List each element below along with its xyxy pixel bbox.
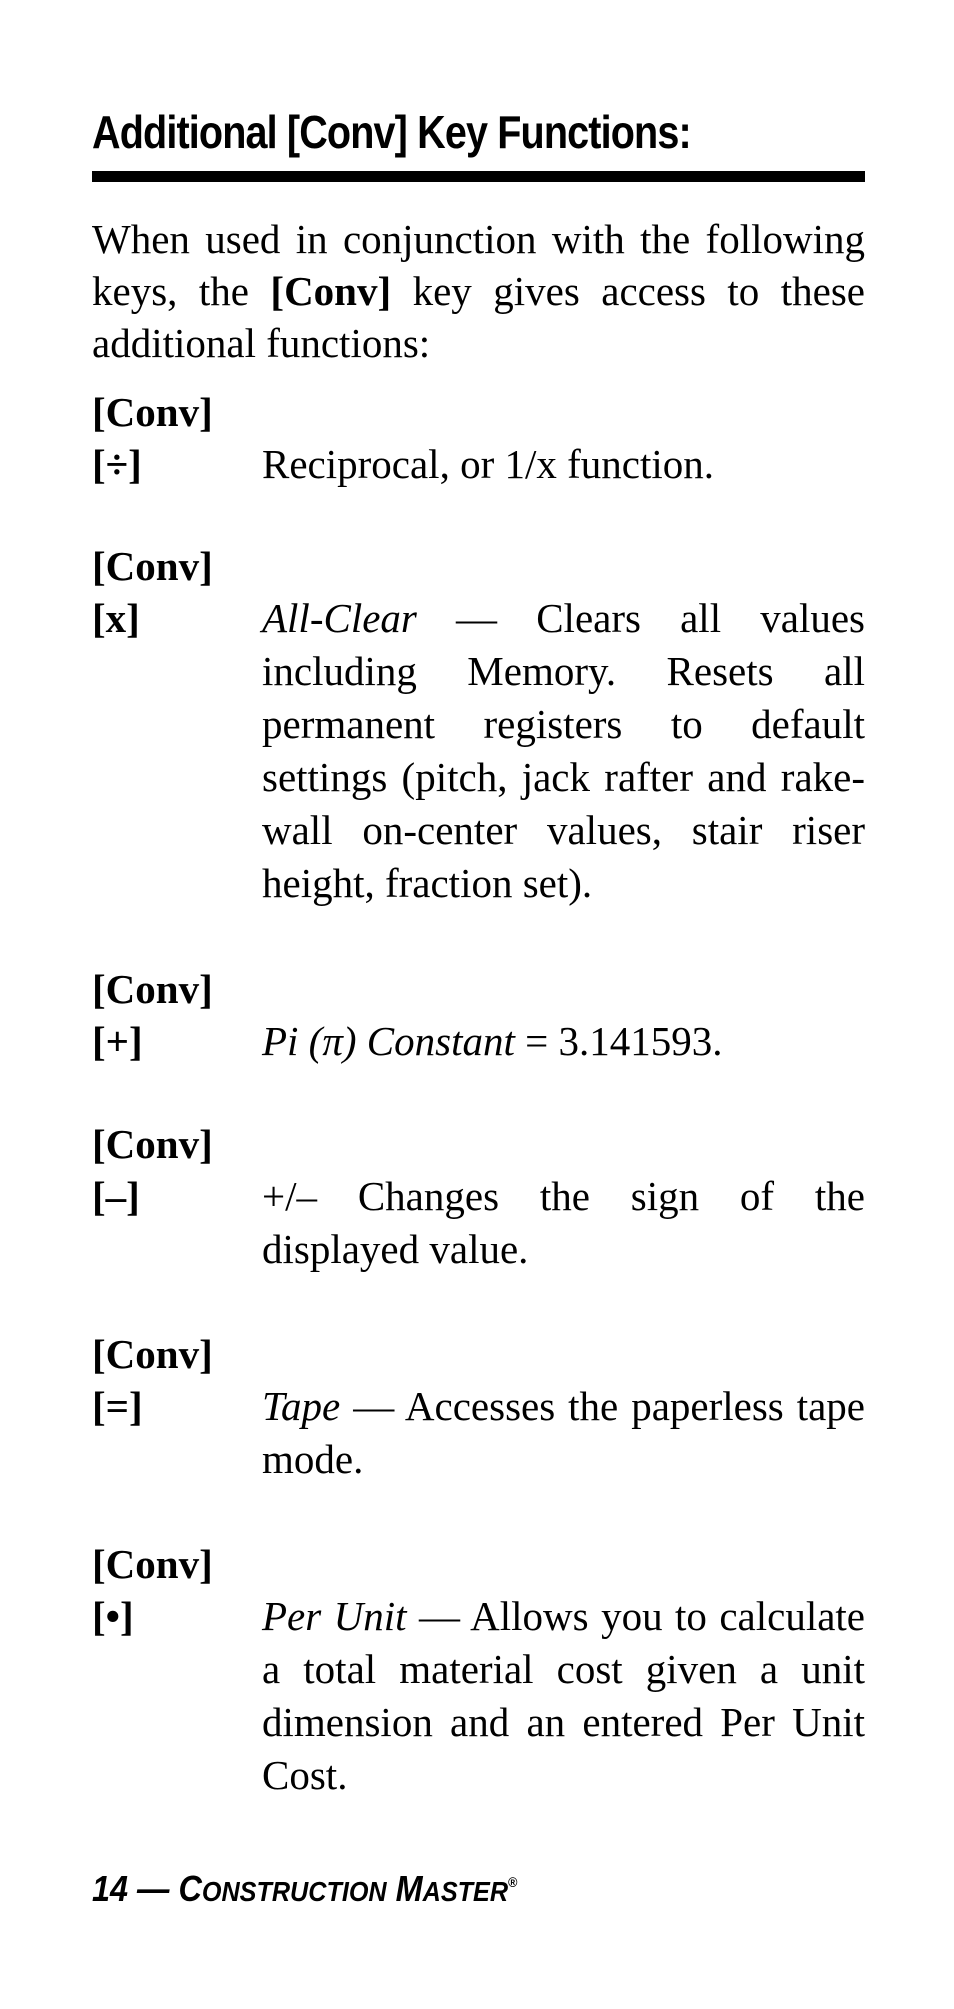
brand-word-construction: ONSTRUCTION (201, 1876, 387, 1907)
function-text: — Accesses the paperless tape mode. (262, 1383, 865, 1482)
key-label: [•] (92, 1593, 134, 1639)
function-description (262, 1170, 865, 1276)
function-term: Tape (262, 1383, 341, 1429)
function-text: Reciprocal, or 1/x function. (262, 441, 715, 487)
page-number: 14 — (92, 1868, 179, 1909)
function-entry-per-unit (92, 1538, 865, 1802)
brand-letter-c: C (178, 1868, 202, 1909)
function-term: Per Unit (262, 1593, 407, 1639)
key-label: [x] (92, 595, 140, 641)
key-label: [=] (92, 1383, 143, 1429)
brand-word-master: ASTER (422, 1876, 509, 1907)
function-term: Pi (π) Constant (262, 1018, 515, 1064)
function-text: — Allows you to calculate a total material cost given a unit dimension and an entered Per Unit Cost. (262, 1593, 866, 1798)
function-term: All-Clear (262, 595, 417, 641)
function-text: = 3.141593. (514, 1018, 723, 1064)
registered-mark: ® (508, 1874, 518, 1890)
function-entry-tape (92, 1328, 865, 1486)
intro-paragraph (92, 213, 865, 369)
function-text: +/– Changes the sign of the displayed value. (262, 1173, 865, 1272)
conv-key-label: [Conv] (92, 1121, 213, 1167)
key-label: [÷] (92, 441, 142, 487)
function-entry-sign (92, 1118, 865, 1276)
key-label: [+] (92, 1018, 143, 1064)
function-entry-reciprocal (92, 386, 865, 491)
conv-key-label: [Conv] (92, 1541, 213, 1587)
conv-key-label: [Conv] (92, 966, 213, 1012)
brand-letter-m: M (395, 1868, 423, 1909)
intro-conv-key: [Conv] (270, 268, 392, 314)
conv-key-label: [Conv] (92, 543, 213, 589)
key-label: [–] (92, 1173, 140, 1219)
page-footer (92, 1860, 517, 1914)
heading-rule (92, 171, 865, 182)
function-description (262, 438, 865, 491)
intro-text-end: key gives access to these additional functions: (92, 268, 866, 366)
function-description (262, 1015, 865, 1068)
function-entry-all-clear (92, 540, 865, 910)
function-description (262, 592, 865, 910)
page-heading: Additional [Conv] Key Functions: (92, 106, 691, 158)
function-text: — Clears all values including Memory. Resets all permanent registers to default settings (pitch, jack rafter and rake-wall on-center values, stair riser height, fraction set). (262, 595, 865, 906)
function-entry-pi (92, 963, 865, 1068)
intro-text-start: When used in conjunction with the following keys, the (92, 216, 865, 314)
conv-key-label: [Conv] (92, 1331, 213, 1377)
function-description (262, 1380, 865, 1486)
function-description (262, 1590, 865, 1802)
conv-key-label: [Conv] (92, 389, 213, 435)
